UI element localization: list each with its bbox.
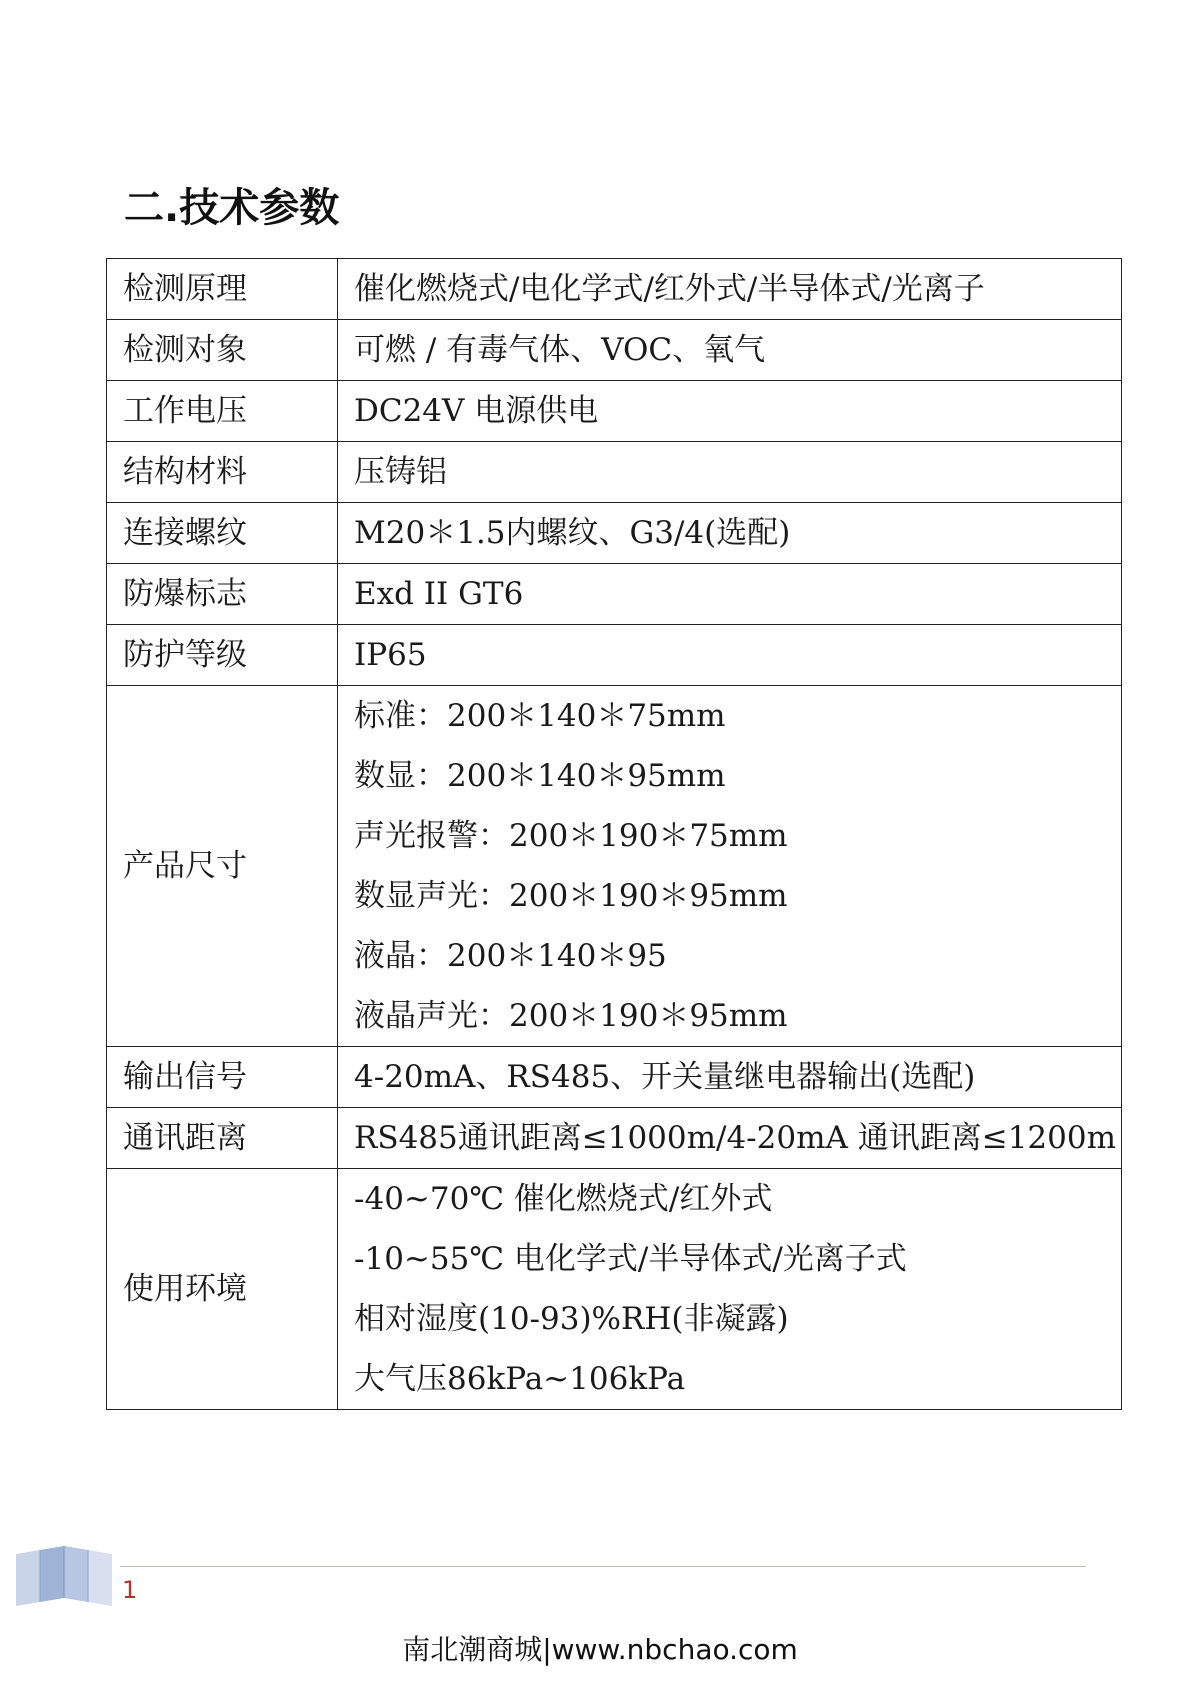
spec-value	[338, 381, 1122, 442]
spec-value-line: 大气压86kPa~106kPa	[354, 1361, 686, 1397]
spec-value-line: -40~70℃ 催化燃烧式/红外式	[354, 1181, 773, 1217]
spec-value-line: IP65	[354, 637, 427, 673]
book-pages-icon	[14, 1544, 114, 1608]
table-row	[107, 686, 1122, 1047]
spec-value	[338, 1047, 1122, 1108]
spec-label: 连接螺纹	[107, 503, 338, 564]
spec-label: 输出信号	[107, 1047, 338, 1108]
spec-label: 防爆标志	[107, 564, 338, 625]
spec-value-line: 液晶声光：200＊190＊95mm	[354, 998, 788, 1034]
spec-table	[106, 258, 1122, 1410]
section-title: 二.技术参数	[124, 185, 340, 231]
page-number: 1	[122, 1576, 138, 1604]
spec-value-line: 可燃 / 有毒气体、VOC、氧气	[354, 332, 766, 368]
table-row	[107, 320, 1122, 381]
table-row	[107, 381, 1122, 442]
table-row	[107, 1108, 1122, 1169]
spec-label: 产品尺寸	[107, 686, 338, 1047]
spec-value-line: 相对湿度(10-93)%RH(非凝露)	[354, 1301, 789, 1337]
spec-value	[338, 1108, 1122, 1169]
table-row	[107, 564, 1122, 625]
spec-value	[338, 320, 1122, 381]
spec-table-body	[107, 259, 1122, 1410]
spec-value-line: -10~55℃ 电化学式/半导体式/光离子式	[354, 1241, 907, 1277]
spec-value	[338, 564, 1122, 625]
spec-value	[338, 442, 1122, 503]
spec-label: 防护等级	[107, 625, 338, 686]
footer-rule	[120, 1566, 1086, 1567]
table-row	[107, 442, 1122, 503]
spec-value-line: DC24V 电源供电	[354, 393, 599, 429]
watermark-text: 南北潮商城|www.nbchao.com	[402, 1633, 798, 1666]
spec-label: 检测原理	[107, 259, 338, 320]
spec-value	[338, 625, 1122, 686]
spec-label: 结构材料	[107, 442, 338, 503]
spec-label: 通讯距离	[107, 1108, 338, 1169]
spec-value-line: 催化燃烧式/电化学式/红外式/半导体式/光离子	[354, 271, 985, 307]
spec-value	[338, 259, 1122, 320]
spec-value-line: 标准：200＊140＊75mm	[354, 698, 726, 734]
table-row	[107, 259, 1122, 320]
table-row	[107, 625, 1122, 686]
spec-value-line: 数显声光：200＊190＊95mm	[354, 878, 788, 914]
spec-value-line: 4-20mA、RS485、开关量继电器输出(选配)	[354, 1059, 976, 1095]
spec-label: 检测对象	[107, 320, 338, 381]
spec-value-line: M20＊1.5内螺纹、G3/4(选配)	[354, 515, 791, 551]
spec-value-line: 数显：200＊140＊95mm	[354, 758, 726, 794]
spec-value-line: Exd II GT6	[354, 576, 524, 612]
table-row	[107, 503, 1122, 564]
spec-value	[338, 503, 1122, 564]
spec-value	[338, 686, 1122, 1047]
spec-value	[338, 1169, 1122, 1410]
spec-value-line: RS485通讯距离≤1000m/4-20mA 通讯距离≤1200m	[354, 1120, 1116, 1156]
spec-label: 工作电压	[107, 381, 338, 442]
spec-value-line: 液晶：200＊140＊95	[354, 938, 667, 974]
table-row	[107, 1169, 1122, 1410]
table-row	[107, 1047, 1122, 1108]
spec-value-line: 压铸铝	[354, 454, 447, 490]
spec-label: 使用环境	[107, 1169, 338, 1410]
spec-value-line: 声光报警：200＊190＊75mm	[354, 818, 788, 854]
